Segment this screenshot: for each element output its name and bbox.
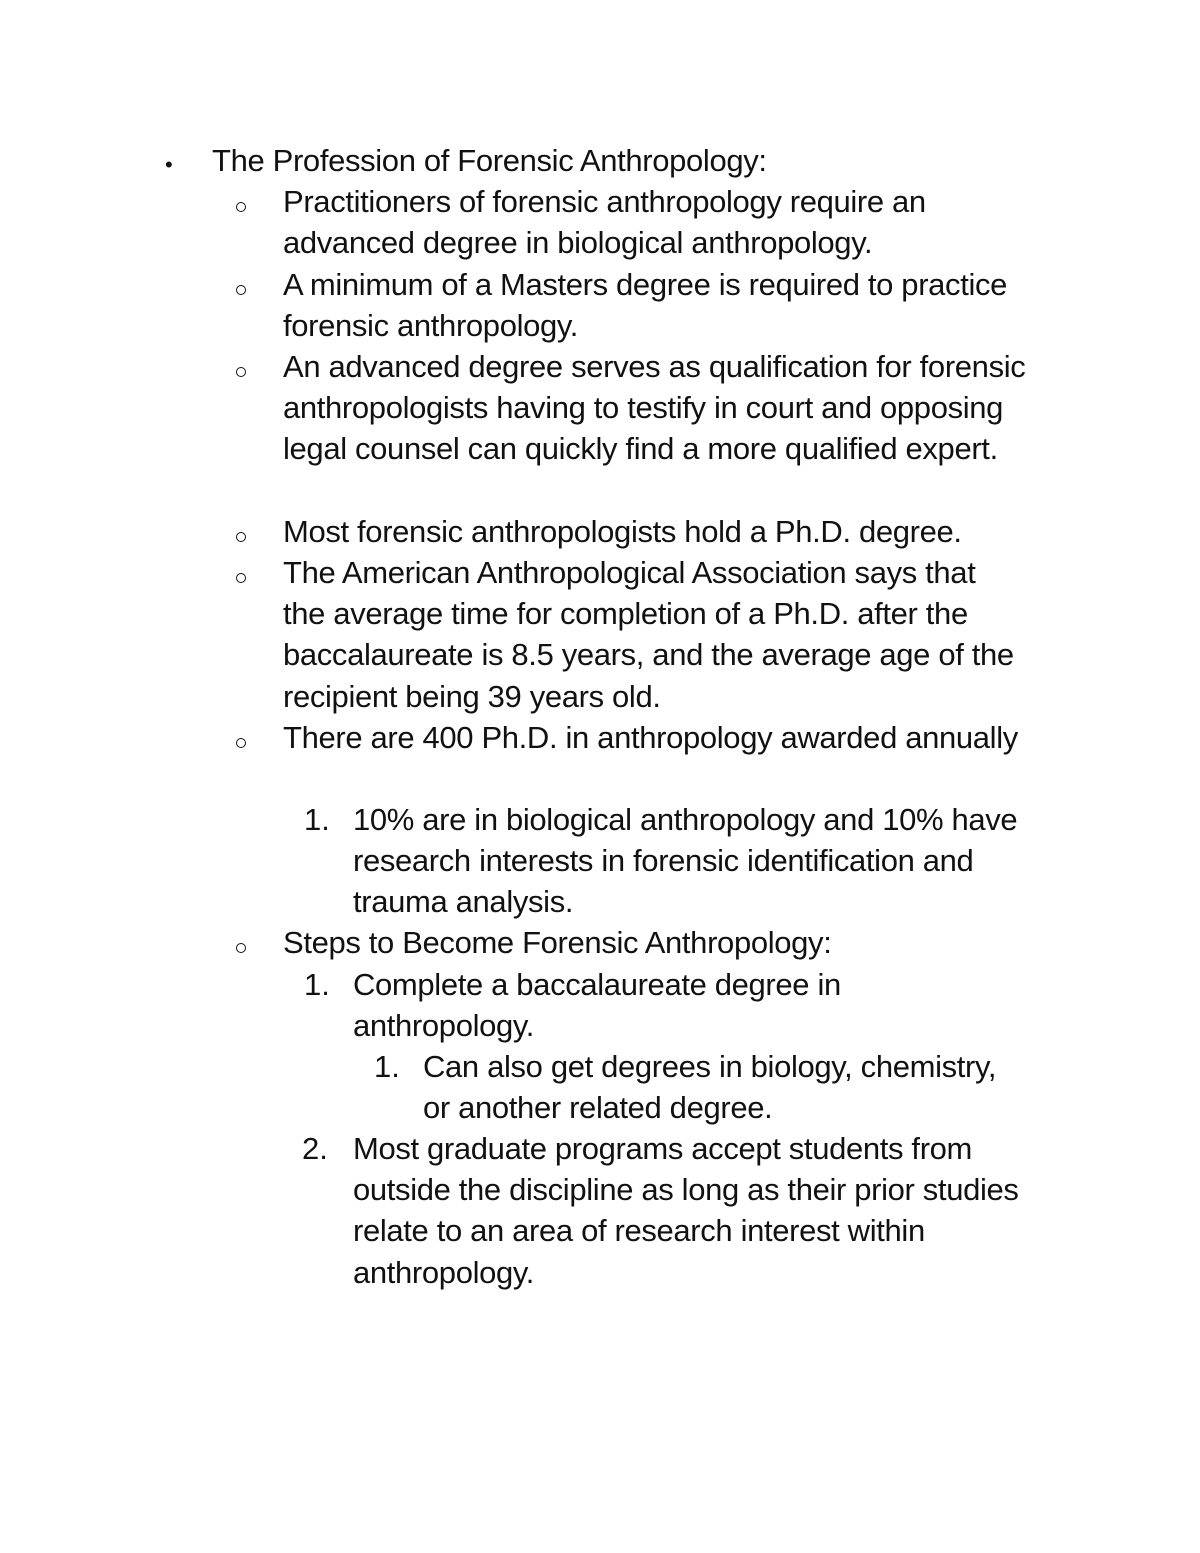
circle-bullet-icon <box>236 922 246 963</box>
list-item: There are 400 Ph.D. in anthropology awarded annually <box>283 720 1018 755</box>
list-number: 2. <box>302 1131 328 1166</box>
bullet-dot-icon: • <box>165 152 173 177</box>
list-item: Most forensic anthropologists hold a Ph.D. degree. <box>283 514 962 549</box>
step-item: Complete a baccalaureate degree in anthropology. <box>353 967 841 1044</box>
list-number: 1. <box>304 802 330 837</box>
sub-list-item: 10% are in biological anthropology and 10% have research interests in forensic identification and trauma analysis. <box>353 802 1018 920</box>
section-heading: The Profession of Forensic Anthropology: <box>212 143 767 178</box>
circle-bullet-icon <box>236 717 246 758</box>
step-item: Most graduate programs accept students from outside the discipline as long as their prior studies relate to an area of research interest within anthropology. <box>353 1131 1019 1290</box>
circle-bullet-icon <box>236 264 246 305</box>
circle-bullet-icon <box>236 181 246 222</box>
list-item: Practitioners of forensic anthropology require an advanced degree in biological anthropology. <box>283 184 926 261</box>
list-number: 1. <box>304 967 330 1002</box>
circle-bullet-icon <box>236 346 246 387</box>
circle-bullet-icon <box>236 552 246 593</box>
list-item: An advanced degree serves as qualification for forensic anthropologists having to testify in court and opposing legal counsel can quickly find a more qualified expert. <box>283 349 1026 467</box>
circle-bullet-icon <box>236 511 246 552</box>
list-item: A minimum of a Masters degree is required to practice forensic anthropology. <box>283 267 1008 344</box>
list-number: 1. <box>374 1049 400 1084</box>
steps-heading: Steps to Become Forensic Anthropology: <box>283 925 832 960</box>
list-item: The American Anthropological Association says that the average time for completion of a Ph.D. after the baccalaureate is 8.5 years, and the average age of the recipient being 39 years old. <box>283 555 1014 714</box>
step-sub-item: Can also get degrees in biology, chemistry, or another related degree. <box>423 1049 997 1126</box>
